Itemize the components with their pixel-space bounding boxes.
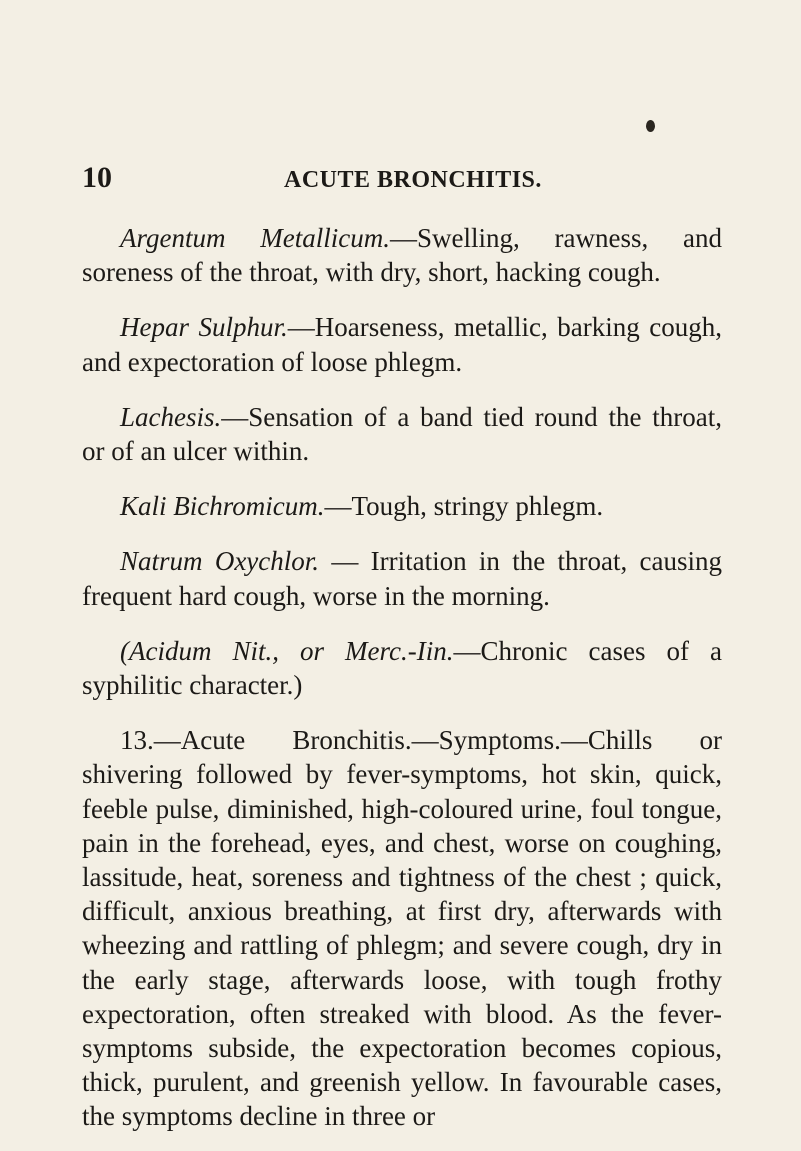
remedy-name: Hepar Sulphur. xyxy=(120,312,288,343)
remedy-entry xyxy=(82,489,722,523)
remedy-open-paren: ( xyxy=(120,635,129,666)
remedy-description: — Irritation in the throat, causing frequent hard cough, worse in the morning. xyxy=(82,546,723,611)
page-header xyxy=(82,158,642,198)
remedy-description: —Chronic cases of a syphilitic character.) xyxy=(82,635,722,701)
ink-spot xyxy=(646,120,655,132)
running-title: ACUTE BRONCHITIS. xyxy=(284,167,542,193)
remedy-description: —Hoarseness, metallic, barking cough, and expectoration of loose phlegm. xyxy=(82,312,722,377)
page-body xyxy=(82,221,722,1134)
remedy-description: —Sensation of a band tied round the throat, or of an ulcer within. xyxy=(82,401,722,467)
remedy-name: Kali Bichromicum. xyxy=(120,491,325,522)
remedy-entry xyxy=(82,310,722,378)
remedy-name: Lachesis. xyxy=(120,401,222,432)
section-heading: 13.—Acute Bronchitis.—Symptoms.— xyxy=(120,725,588,756)
remedy-entry xyxy=(82,544,722,612)
remedy-entry xyxy=(82,634,722,702)
remedy-name: Natrum Oxychlor. xyxy=(120,546,320,577)
section-paragraph xyxy=(82,723,722,1133)
remedy-description: —Tough, stringy phlegm. xyxy=(324,491,604,522)
remedy-entry xyxy=(82,221,722,289)
remedy-name: Acidum Nit., or Merc.-Iin. xyxy=(129,635,454,666)
section-text: Chills or shivering followed by fever-symptoms, hot skin, quick, feeble pulse, diminished, high-coloured urine, foul tongue, pain in the forehead, eyes, and chest, worse on coughing, lassitude, heat, soreness and tightness of the chest ; quick, difficult, anxious breathing, at first dry, afterwards with wheezing and rattling of phlegm; and severe cough, dry in the early stage, afterwards loose, with tough frothy expectoration, often streaked with blood. As the fever-symptoms subside, the expectoration becomes copious, thick, purulent, and greenish yellow. In favourable cases, the symptoms decline in three or xyxy=(82,725,722,1132)
remedy-description: —Swelling, rawness, and soreness of the throat, with dry, short, hacking cough. xyxy=(82,223,722,288)
remedy-entry xyxy=(82,400,722,468)
remedy-name: Argentum Metallicum. xyxy=(120,223,390,253)
page-number: 10 xyxy=(82,161,112,194)
